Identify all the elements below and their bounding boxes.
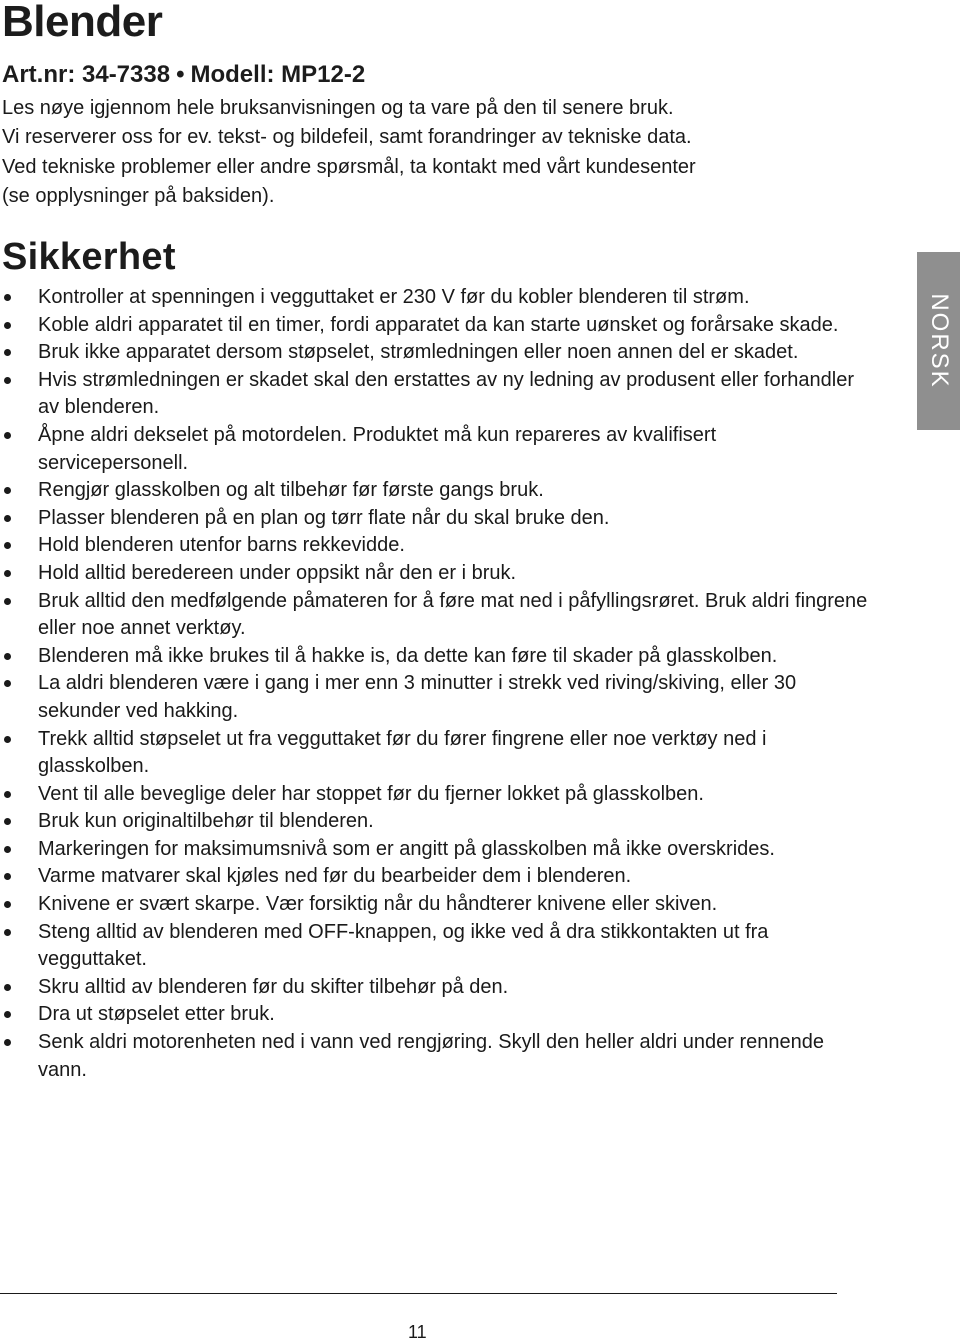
bullet-icon <box>4 542 11 549</box>
model-line <box>2 60 365 90</box>
safety-list-item <box>0 532 870 560</box>
intro-paragraph <box>2 94 882 211</box>
language-tab-label: NORSK <box>925 293 953 389</box>
safety-item-text: Åpne aldri dekselet på motordelen. Produktet må kun repareres av kvalifisert servicepersonell. <box>38 423 717 474</box>
bullet-icon <box>4 432 11 439</box>
intro-line: Vi reserverer oss for ev. tekst- og bildefeil, samt forandringer av tekniske data. <box>2 126 692 149</box>
bullet-icon <box>4 846 11 853</box>
safety-list-item <box>0 1001 870 1029</box>
bullet-icon <box>4 377 11 384</box>
bullet-icon <box>4 901 11 908</box>
safety-item-text: Dra ut støpselet etter bruk. <box>38 1003 275 1026</box>
section-title: Sikkerhet <box>2 236 176 278</box>
safety-item-text: Rengjør glasskolben og alt tilbehør før første gangs bruk. <box>38 479 544 502</box>
safety-list-item <box>0 477 870 505</box>
model-number: Modell: MP12-2 <box>190 61 366 88</box>
safety-item-text: Plasser blenderen på en plan og tørr flate når du skal bruke den. <box>38 506 610 529</box>
safety-list-item <box>0 670 870 725</box>
safety-item-text: Skru alltid av blenderen før du skifter tilbehør på den. <box>38 975 509 998</box>
safety-list-item <box>0 891 870 919</box>
bullet-icon <box>4 818 11 825</box>
safety-item-text: Blenderen må ikke brukes til å hakke is, da dette kan føre til skader på glasskolben. <box>38 644 778 667</box>
safety-item-text: Bruk kun originaltilbehør til blenderen. <box>38 810 374 833</box>
bullet-icon <box>4 984 11 991</box>
safety-item-text: Knivene er svært skarpe. Vær forsiktig når du håndterer knivene eller skiven. <box>38 893 718 916</box>
safety-list-item <box>0 974 870 1002</box>
safety-list-item <box>0 919 870 974</box>
safety-item-text: Koble aldri apparatet til en timer, fordi apparatet da kan starte uønsket og forårsake skade. <box>38 313 839 336</box>
safety-list-item <box>0 808 870 836</box>
safety-item-text: Steng alltid av blenderen med OFF-knappen, og ikke ved å dra stikkontakten ut fra vegguttaket. <box>38 920 769 971</box>
intro-line: (se opplysninger på baksiden). <box>2 184 275 207</box>
safety-item-text: Markeringen for maksimumsnivå som er angitt på glasskolben må ikke overskrides. <box>38 837 775 860</box>
safety-item-text: La aldri blenderen være i gang i mer enn 3 minutter i strekk ved riving/skiving, eller 30 sekunder ved hakking. <box>38 672 797 722</box>
bullet-icon <box>4 736 11 743</box>
bullet-icon <box>4 653 11 660</box>
safety-list-item <box>0 836 870 864</box>
safety-list-item <box>0 863 870 891</box>
safety-item-text: Hold blenderen utenfor barns rekkevidde. <box>38 534 405 557</box>
bullet-icon <box>4 929 11 936</box>
bullet-icon <box>4 1011 11 1018</box>
page-number: 11 <box>408 1322 427 1342</box>
safety-list-item <box>0 339 870 367</box>
safety-item-text: Bruk alltid den medfølgende påmateren for å føre mat ned i påfyllingsrøret. Bruk aldri fingrene eller noe annet verktøy. <box>38 589 868 640</box>
intro-line: Les nøye igjennom hele bruksanvisningen og ta vare på den til senere bruk. <box>2 97 674 119</box>
safety-item-text: Trekk alltid støpselet ut fra vegguttaket før du fører fingrene eller noe verktøy ned i glasskolben. <box>38 727 767 778</box>
footer-divider <box>0 1293 837 1294</box>
safety-list-item <box>0 643 870 671</box>
safety-item-text: Vent til alle beveglige deler har stoppet før du fjerner lokket på glasskolben. <box>38 782 704 805</box>
safety-list-item <box>0 505 870 533</box>
safety-list-item <box>0 367 870 422</box>
safety-list-item <box>0 588 870 643</box>
safety-item-text: Hvis strømledningen er skadet skal den erstattes av ny ledning av produsent eller forhandler av blenderen. <box>38 368 854 419</box>
safety-list-item <box>0 422 870 477</box>
bullet-icon <box>4 598 11 605</box>
bullet-icon <box>4 873 11 880</box>
intro-line: Ved tekniske problemer eller andre spørsmål, ta kontakt med vårt kundesenter <box>2 155 696 178</box>
bullet-icon <box>4 294 11 301</box>
bullet-icon <box>4 349 11 356</box>
article-number: Art.nr: 34-7338 <box>2 61 171 88</box>
safety-list-item <box>0 781 870 809</box>
safety-list <box>0 284 870 1084</box>
bullet-icon <box>4 570 11 577</box>
bullet-icon <box>4 680 11 687</box>
page-title: Blender <box>2 0 163 46</box>
bullet-separator: • <box>176 61 185 88</box>
bullet-icon <box>4 515 11 522</box>
bullet-icon <box>4 791 11 798</box>
language-side-tab <box>917 252 960 430</box>
bullet-icon <box>4 322 11 329</box>
safety-list-item <box>0 284 870 312</box>
safety-list-item <box>0 1029 870 1084</box>
safety-item-text: Hold alltid beredereen under oppsikt når den er i bruk. <box>38 561 517 584</box>
safety-item-text: Senk aldri motorenheten ned i vann ved rengjøring. Skyll den heller aldri under rennende vann. <box>38 1031 825 1081</box>
safety-list-item <box>0 312 870 340</box>
safety-list-item <box>0 726 870 781</box>
bullet-icon <box>4 1039 11 1046</box>
safety-item-text: Varme matvarer skal kjøles ned før du bearbeider dem i blenderen. <box>38 865 632 888</box>
safety-item-text: Bruk ikke apparatet dersom støpselet, strømledningen eller noen annen del er skadet. <box>38 341 799 364</box>
safety-list-item <box>0 560 870 588</box>
bullet-icon <box>4 487 11 494</box>
safety-item-text: Kontroller at spenningen i vegguttaket er 230 V før du kobler blenderen til strøm. <box>38 286 750 308</box>
